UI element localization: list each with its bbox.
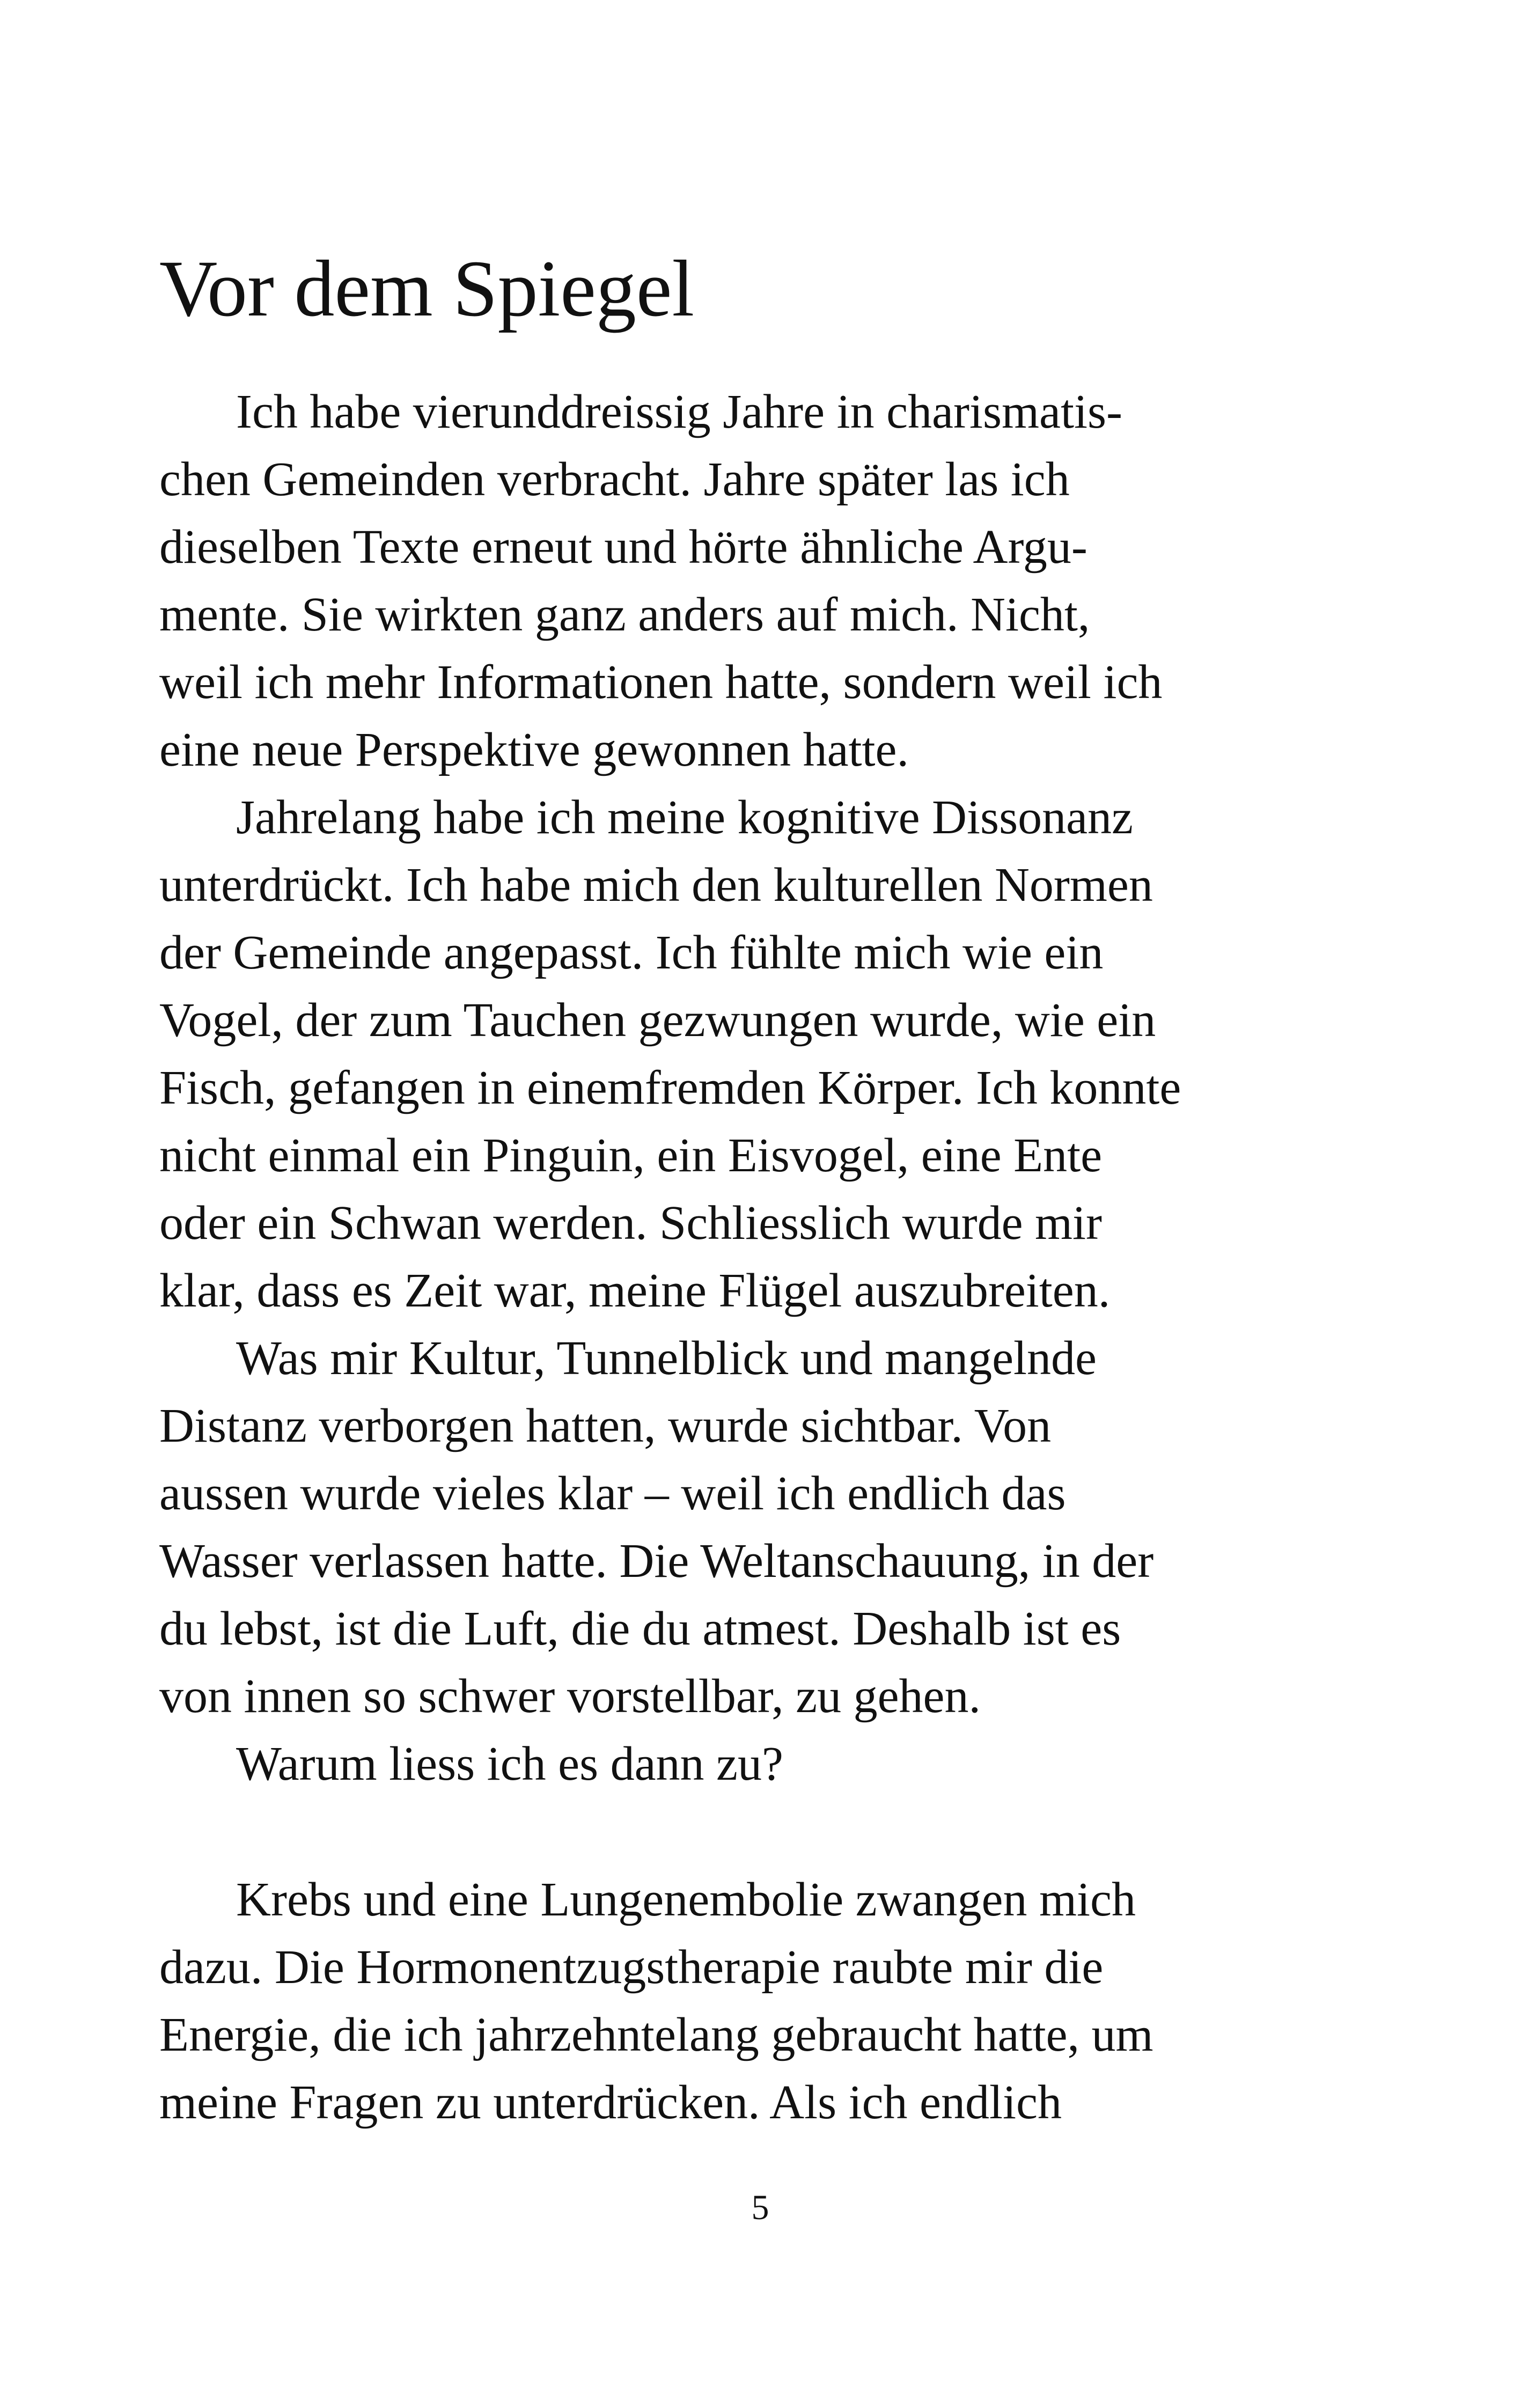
text-line: mente. Sie wirkten ganz anders auf mich. Nicht, bbox=[159, 588, 1090, 641]
text-line: von innen so schwer vorstellbar, zu gehen. bbox=[159, 1670, 981, 1723]
text-line: klar, dass es Zeit war, meine Flügel auszubreiten. bbox=[159, 1264, 1111, 1317]
text-line: dieselben Texte erneut und hörte ähnliche Argu- bbox=[159, 520, 1088, 574]
text-line: der Gemeinde angepasst. Ich fühlte mich wie ein bbox=[159, 926, 1104, 979]
text-line: Warum liess ich es dann zu? bbox=[236, 1737, 783, 1790]
text-line: Wasser verlassen hatte. Die Weltanschauung, in der bbox=[159, 1535, 1154, 1588]
text-line: weil ich mehr Informationen hatte, sondern weil ich bbox=[159, 656, 1163, 709]
text-line: oder ein Schwan werden. Schliesslich wurde mir bbox=[159, 1196, 1103, 1250]
text-line: chen Gemeinden verbracht. Jahre später las ich bbox=[159, 453, 1070, 506]
text-line: aussen wurde vieles klar – weil ich endlich das bbox=[159, 1467, 1066, 1520]
text-line: eine neue Perspektive gewonnen hatte. bbox=[159, 723, 909, 776]
text-line: du lebst, ist die Luft, die du atmest. Deshalb ist es bbox=[159, 1602, 1121, 1655]
text-line: Krebs und eine Lungenembolie zwangen mich bbox=[236, 1873, 1136, 1926]
text-line: Ich habe vierunddreissig Jahre in charismatis- bbox=[236, 385, 1122, 438]
text-line: Energie, die ich jahrzehntelang gebraucht hatte, um bbox=[159, 2008, 1153, 2061]
text-line: Distanz verborgen hatten, wurde sichtbar. Von bbox=[159, 1399, 1052, 1452]
text-line: Fisch, gefangen in einemfremden Körper. Ich konnte bbox=[159, 1061, 1181, 1114]
text-line: nicht einmal ein Pinguin, ein Eisvogel, eine Ente bbox=[159, 1129, 1103, 1182]
text-line: Vogel, der zum Tauchen gezwungen wurde, wie ein bbox=[159, 994, 1156, 1047]
text-line: meine Fragen zu unterdrücken. Als ich endlich bbox=[159, 2076, 1062, 2129]
text-line: Jahrelang habe ich meine kognitive Dissonanz bbox=[236, 791, 1133, 844]
text-line: dazu. Die Hormonentzugstherapie raubte mir die bbox=[159, 1941, 1104, 1994]
chapter-title: Vor dem Spiegel bbox=[159, 244, 695, 333]
page-number: 5 bbox=[751, 2188, 769, 2227]
text-line: unterdrückt. Ich habe mich den kulturellen Normen bbox=[159, 858, 1153, 912]
text-line: Was mir Kultur, Tunnelblick und mangelnde bbox=[236, 1332, 1097, 1385]
